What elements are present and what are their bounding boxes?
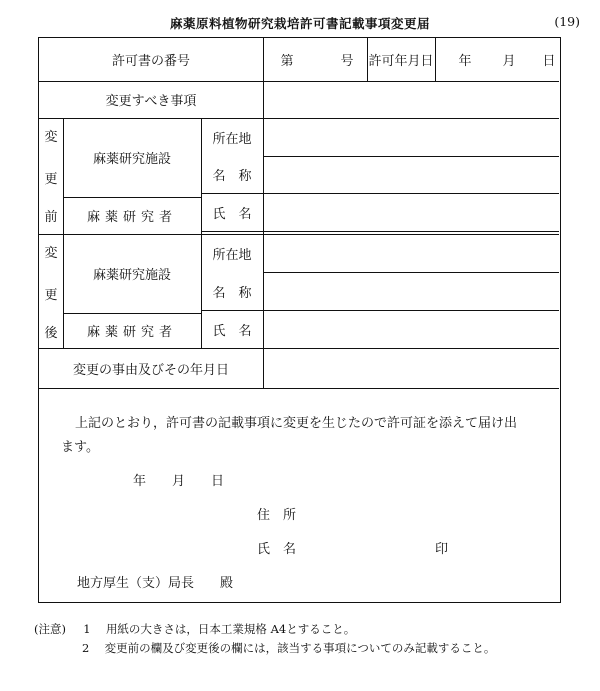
license-number-label: 許可書の番号: [111, 54, 190, 69]
number-prefix: 第: [280, 54, 294, 69]
notes-label: (注意): [34, 622, 66, 636]
reason-label: 変更の事由及びその年月日: [72, 362, 229, 378]
after-name-label: 名 称: [212, 285, 252, 301]
items-to-change-label: 変更すべき事項: [105, 94, 197, 109]
addressee: 地方厚生（支）局長 殿: [77, 576, 234, 591]
notes: [34, 620, 495, 658]
declaration-date: 年 月 日: [133, 474, 225, 489]
declaration-line-1: 上記のとおり，許可書の記載事項に変更を生じたので許可証を添えて届け出: [75, 416, 518, 431]
after-side-char-2: 更: [44, 287, 58, 303]
before-person-name-label: 氏 名: [212, 206, 252, 222]
note-2-number: 2: [82, 641, 90, 655]
form-title: 麻薬原料植物研究栽培許可書記載事項変更届: [169, 16, 430, 31]
page-number: (19): [554, 14, 580, 29]
before-side-char-2: 更: [44, 171, 58, 187]
seal-mark: 印: [435, 542, 449, 557]
before-side-char-1: 変: [44, 129, 58, 145]
before-researcher-label: 麻薬研究者: [86, 210, 177, 225]
date-day: 日: [542, 54, 556, 69]
note-1-text: 用紙の大きさは，日本工業規格 A4とすること。: [105, 622, 356, 636]
after-person-name-label: 氏 名: [212, 323, 252, 339]
before-facility-label: 麻薬研究施設: [92, 152, 171, 167]
note-1-number: 1: [83, 622, 91, 636]
before-name-label: 名 称: [212, 169, 252, 184]
note-1: [34, 620, 495, 639]
after-side-char-1: 変: [44, 245, 58, 261]
number-suffix: 号: [340, 54, 354, 69]
note-2: [34, 639, 495, 658]
before-location-label: 所在地: [212, 131, 252, 147]
after-researcher-label: 麻薬研究者: [86, 325, 177, 340]
declarant-name-label: 氏 名: [257, 542, 297, 557]
notification-form: [38, 37, 561, 603]
after-location-label: 所在地: [212, 247, 252, 263]
after-side-char-3: 後: [44, 325, 58, 341]
declarant-address-label: 住 所: [257, 508, 297, 523]
after-facility-label: 麻薬研究施設: [92, 268, 171, 283]
date-month: 月: [502, 54, 516, 69]
permit-date-label: 許可年月日: [368, 54, 434, 69]
before-side-char-3: 前: [44, 209, 58, 225]
date-year: 年: [458, 54, 472, 69]
note-2-text: 変更前の欄及び変更後の欄には，該当する事項についてのみ記載すること。: [104, 641, 496, 655]
declaration-line-2: ます。: [61, 440, 99, 455]
